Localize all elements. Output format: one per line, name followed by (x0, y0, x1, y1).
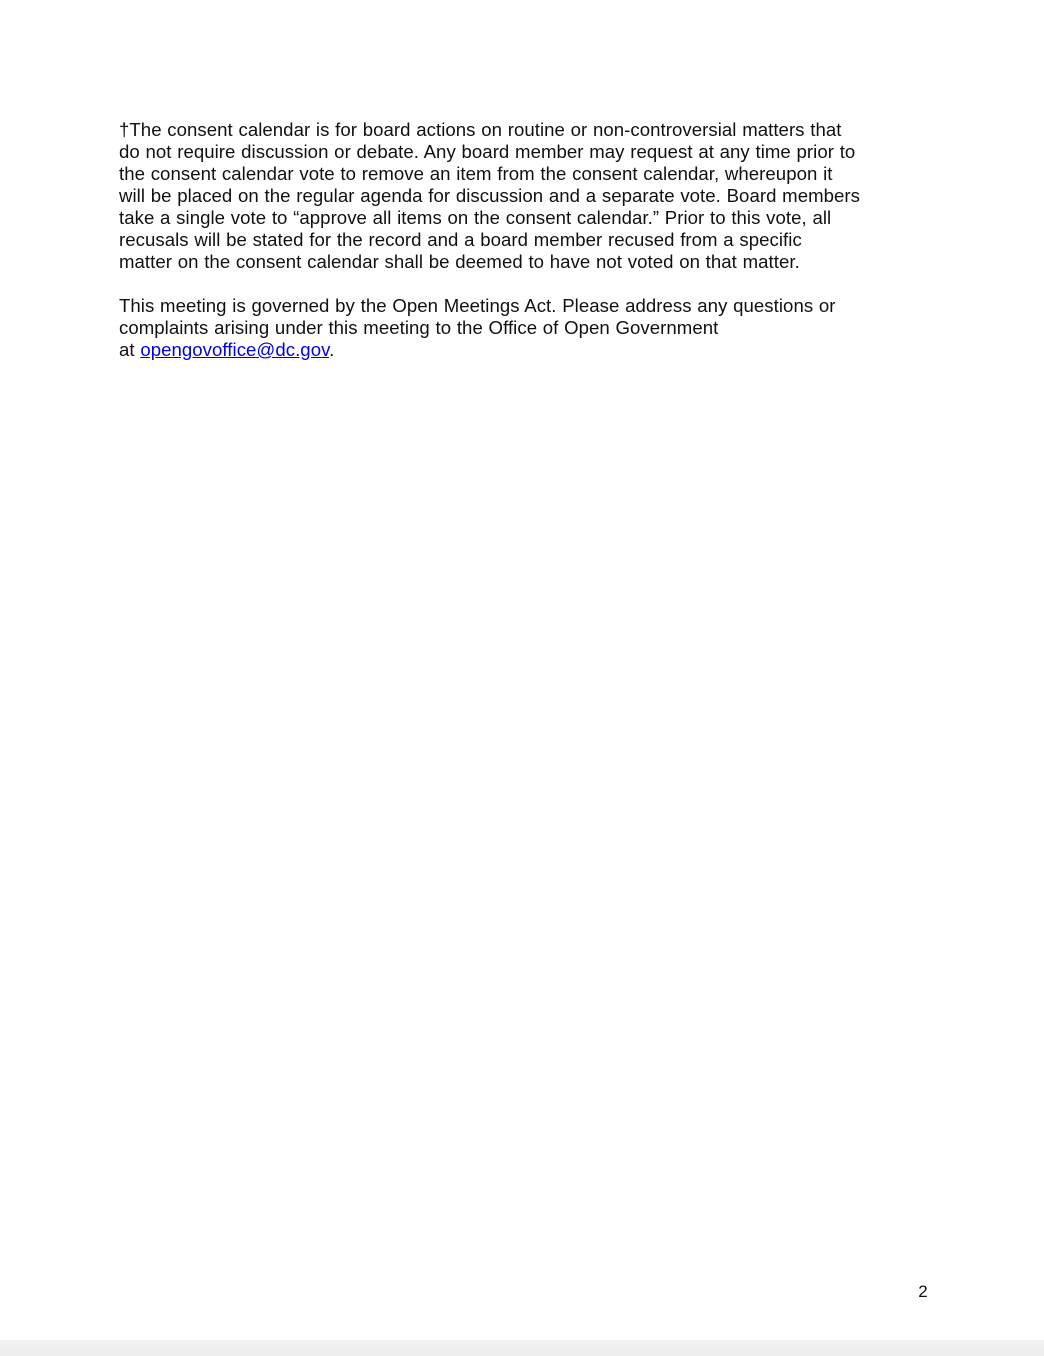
paragraph-spacer (119, 273, 931, 295)
open-meetings-last-line (119, 339, 931, 361)
consent-note-line: †The consent calendar is for board actions on routine or non-controversial matters that (119, 119, 842, 140)
open-meetings-line: complaints arising under this meeting to the Office of Open Government (119, 317, 719, 338)
email-suffix: . (329, 339, 335, 360)
consent-calendar-note (119, 119, 931, 273)
page-number: 2 (918, 1282, 928, 1301)
consent-note-line: do not require discussion or debate. Any board member may request at any time prior to (119, 141, 856, 162)
email-prefix: at (119, 339, 141, 360)
consent-note-line: will be placed on the regular agenda for discussion and a separate vote. Board members (119, 185, 861, 206)
consent-note-line: recusals will be stated for the record and a board member recused from a specific (119, 229, 802, 250)
consent-note-line: the consent calendar vote to remove an item from the consent calendar, whereupon it (119, 163, 833, 184)
consent-note-line: matter on the consent calendar shall be deemed to have not voted on that matter. (119, 251, 800, 272)
consent-note-line: take a single vote to “approve all items on the consent calendar.” Prior to this vote, all (119, 207, 832, 228)
open-meetings-note (119, 295, 931, 361)
email-link[interactable]: opengovoffice@dc.gov (140, 339, 330, 360)
viewer-bottom-edge (0, 1340, 1044, 1356)
open-meetings-line: This meeting is governed by the Open Meetings Act. Please address any questions or (119, 295, 836, 316)
page-content (119, 119, 931, 361)
